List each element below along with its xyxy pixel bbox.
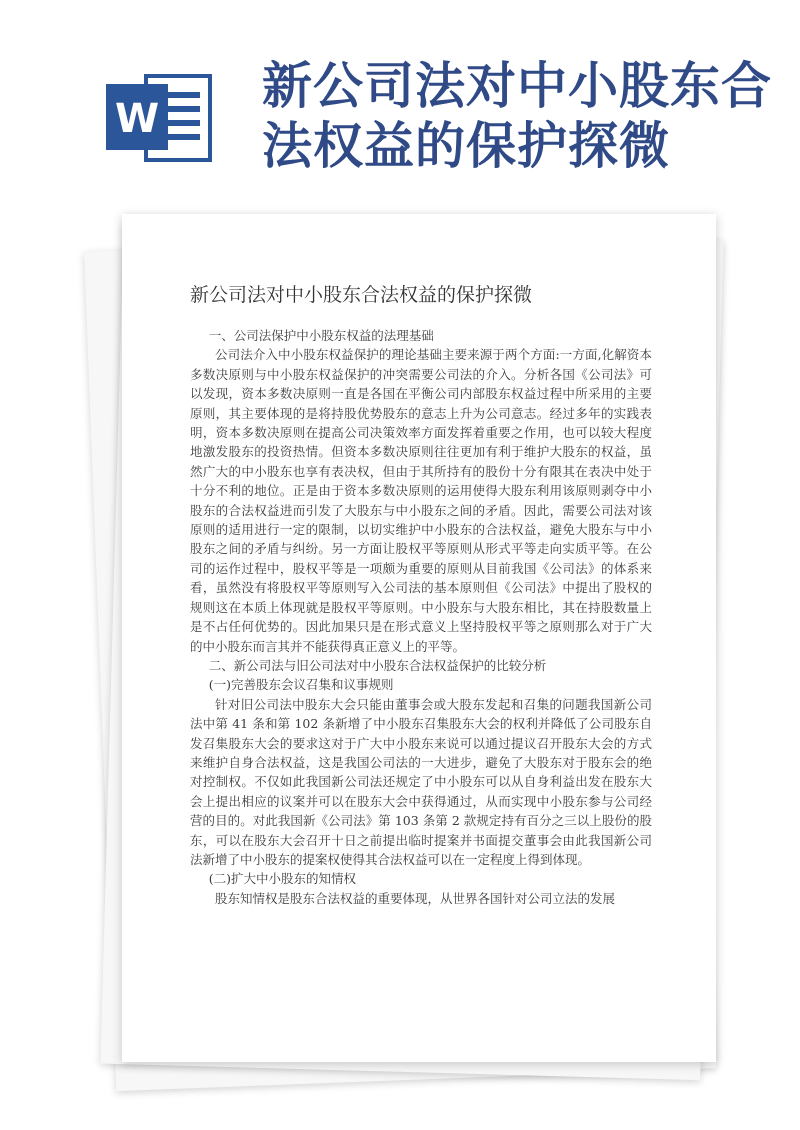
word-logo-letter: W [114,96,160,142]
body-paragraph: 针对旧公司法中股东大会只能由董事会或大股东发起和召集的问题我国新公司法中第 41 条和第 102 条新增了中小股东召集股东大会的权利并降低了公司股东自发召集股东大会的要求这对于广大中小股东来说可以通过提议召开股东大会的方式来维护自身合法权益，这是我国公司法的一大进步，避免了大股东对于股东会的绝对控制权。不仅如此我国新公司法还规定了中小股东可以从自身利益出发在股东大会上提出相应的议案并可以在股东大会中获得通过，从而实现中小股东参与公司经营的目的。对此我国新《公司法》第 103 条第 2 款规定持有百分之三以上股份的股东，可以在股东大会召开十日之前提出临时提案并书面提交董事会由此我国新公司法新增了中小股东的提案权使得其合法权益可以在一定程度上得到体现。 [190,696,652,867]
body-paragraph: 股东知情权是股东合法权益的重要体现，从世界各国针对公司立法的发展 [215,890,616,906]
section-heading: 一、公司法保护中小股东权益的法理基础 [208,328,434,343]
page-title: 新公司法对中小股东合法权益的保护探微 [262,57,772,175]
document-body [190,326,652,908]
section-heading: 二、新公司法与旧公司法对中小股东合法权益保护的比较分析 [208,657,547,673]
document-page [122,214,716,1062]
subsection-heading: (二)扩大中小股东的知情权 [208,871,357,887]
document-title: 新公司法对中小股东合法权益的保护探微 [190,284,533,306]
subsection-heading: (一)完善股东会议召集和议事规则 [208,677,394,693]
word-logo-icon [106,68,216,168]
body-paragraph: 公司法介入中小股东权益保护的理论基础主要来源于两个方面:一方面,化解资本多数决原则与中小股东权益保护的冲突需要公司法的介入。分析各国《公司法》可以发现，资本多数决原则一直是各国在平衡公司内部股东权益过程中所采用的主要原则，其主要体现的是将持股优势股东的意志上升为公司意志。经过多年的实践表明，资本多数决原则在提高公司决策效率方面发挥着重要之作用，也可以较大程度地激发股东的投资热情。但资本多数决原则往往更加有利于维护大股东的权益，虽然广大的中小股东也享有表决权，但由于其所持有的股份十分有限其在表决中处于十分不利的地位。正是由于资本多数决原则的运用使得大股东利用该原则剥夺中小股东的合法权益进而引发了大股东与中小股东之间的矛盾。因此，需要公司法对该原则的适用进行一定的限制，以切实维护中小股东的合法权益，避免大股东与中小股东之间的矛盾与纠纷。另一方面让股权平等原则从形式平等走向实质平等。在公司的运作过程中，股权平等是一项颇为重要的原则从目前我国《公司法》的体系来看，虽然没有将股权平等原则写入公司法的基本原则但《公司法》中提出了股权的规则这在本质上体现就是股权平等原则。中小股东与大股东相比，其在持股数量上是不占任何优势的。因此加果只是在形式意义上坚持股权平等之原则那么对于广大的中小股东而言其并不能获得真正意义上的平等。 [190,347,652,654]
